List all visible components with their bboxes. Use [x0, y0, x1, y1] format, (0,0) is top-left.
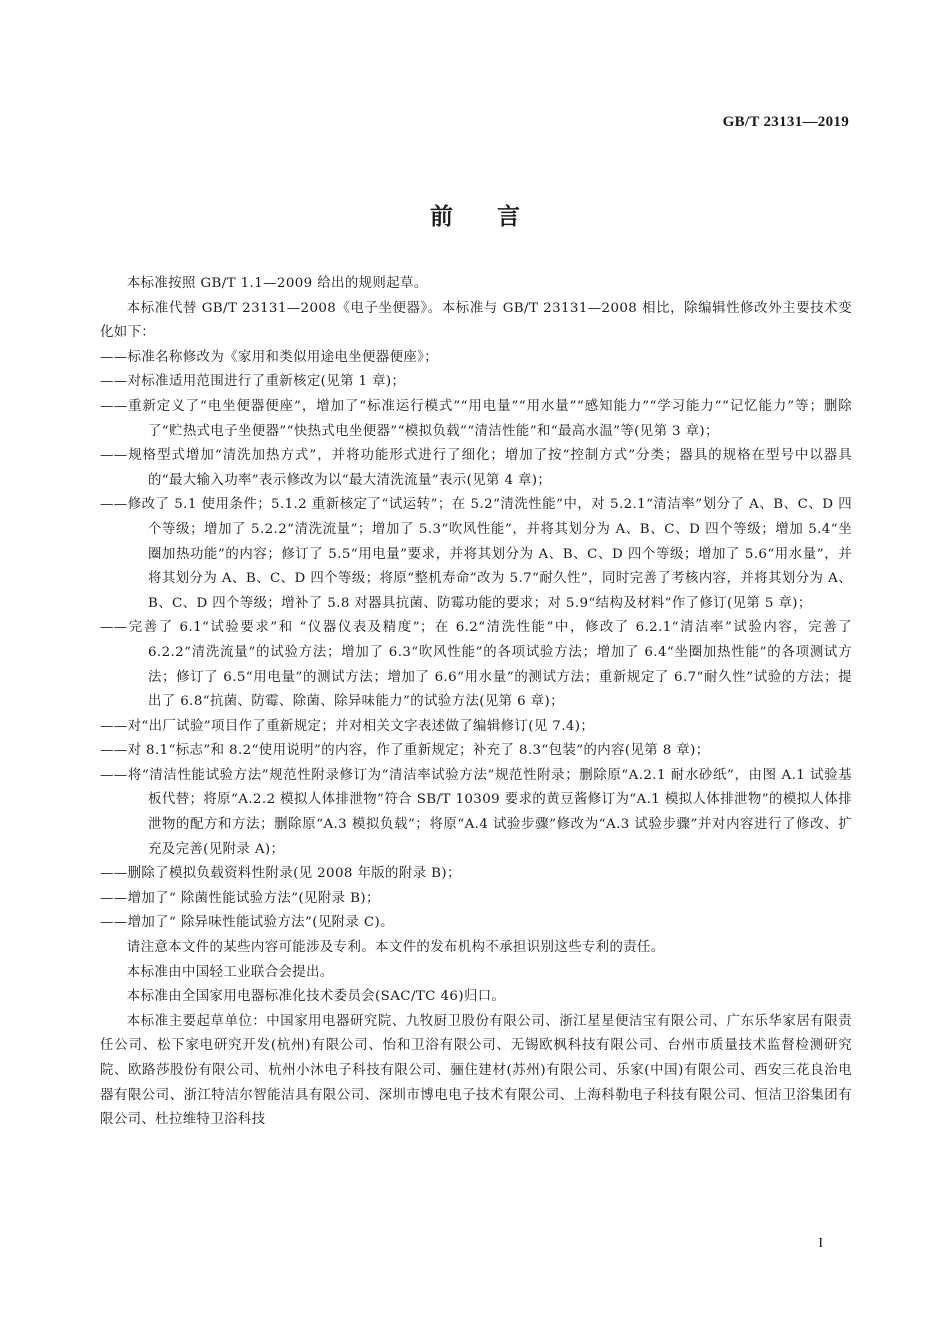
change-item: ——修改了 5.1 使用条件；5.1.2 重新核定了“试运转”；在 5.2“清洗性能”中，对 5.2.1“清洁率”划分了 A、B、C、D 四个等级；增加了 5.2.2“清洗流量”；增加了 5.3“吹风性能”，并将其划分为 A、B、C、D 四个等级；增加 5.4“坐圈加热功能”的内容；修订了 5.5“用电量”要求，并将其划分为 A、B、C、D 四个等级；增加了 5.6“用水量”，并将其划分为 A、B、C、D 四个等级；将原“整机寿命”改为 5.7“耐久性”，同时完善了考核内容，并将其划分为 A、B、C、D 四个等级；增补了 5.8 对器具抗菌、防霉功能的要求；对 5.9“结构及材料”作了修订(见第 5 章)； [100, 497, 852, 611]
change-item: ——完善了 6.1“试验要求”和 “仪器仪表及精度”；在 6.2“清洗性能”中，修改了 6.2.1“清洁率”试验内容，完善了 6.2.2“清洗流量”的试验方法；增加了 6.3“吹风性能”的各项试验方法；增加了 6.4“坐圈加热性能”的各项测试方法；修订了 6.5“用电量”的测试方法；增加了 6.6“用水量”的测试方法；重新规定了 6.7“耐久性”试验的方法；提出了 6.8“抗菌、防霉、除菌、除异味能力”的试验方法(见第 6 章)； [100, 620, 852, 710]
paragraph-committee: 本标准由全国家用电器标准化技术委员会(SAC/TC 46)归口。 [126, 989, 506, 1005]
change-item: ——重新定义了“电坐便器便座”，增加了“标准运行模式”“用电量”“用水量”“感知能力”“学习能力”“记忆能力”等；删除了“贮热式电子坐便器”“快热式电坐便器”“模拟负载”“清洁性能”和“最高水温”等(见第 3 章)； [100, 398, 852, 439]
paragraph-drafting-rules: 本标准按照 GB/T 1.1—2009 给出的规则起草。 [126, 276, 428, 291]
change-item: ——规格型式增加“清洗加热方式”，并将功能形式进行了细化；增加了按“控制方式”分类；器具的规格在型号中以器具的“最大输入功率”表示修改为以“最大清洗流量”表示(见第 4 章)； [100, 448, 852, 488]
paragraph-proposer: 本标准由中国轻工业联合会提出。 [126, 964, 334, 980]
paragraph-patent-notice: 请注意本文件的某些内容可能涉及专利。本文件的发布机构不承担识别这些专利的责任。 [126, 940, 665, 956]
paragraph-replacement: 本标准代替 GB/T 23131—2008《电子坐便器》。本标准与 GB/T 23131—2008 相比，除编辑性修改外主要技术变化如下： [100, 300, 852, 341]
change-item: ——对 8.1“标志”和 8.2“使用说明”的内容，作了重新规定；补充了 8.3“包装”的内容(见第 8 章)； [100, 743, 710, 759]
change-item: ——对标准适用范围进行了重新核定(见第 1 章)； [100, 374, 406, 390]
change-item: ——增加了“ 除异味性能试验方法”(见附录 C)。 [100, 915, 394, 931]
standard-number: GB/T 23131—2019 [722, 114, 849, 130]
page-number: I [818, 1236, 823, 1251]
change-item: ——删除了模拟负载资料性附录(见 2008 年版的附录 B)； [100, 866, 461, 882]
change-item: ——标准名称修改为《家用和类似用途电坐便器便座》； [100, 349, 439, 365]
foreword-body [100, 272, 852, 1133]
change-item: ——对“出厂试验”项目作了重新规定；并对相关文字表述做了编辑修订(见 7.4)； [100, 718, 595, 734]
change-item: ——增加了“ 除菌性能试验方法”(见附录 B)； [100, 890, 380, 906]
change-item: ——将“清洁性能试验方法”规范性附录修订为“清洁率试验方法”规范性附录；删除原“A.2.1 耐水砂纸”，由图 A.1 试验基板代替；将原“A.2.2 模拟人体排泄物”符合 SB/T 10309 要求的黄豆酱修订为“A.1 模拟人体排泄物”的模拟人体排泄物的配方和方法；删除原“A.3 模拟负载”；将原“A.4 试验步骤”修改为“A.3 试验步骤”并对内容进行了修改、扩充及完善(见附录 A)； [100, 767, 852, 857]
page-title: 前言 [430, 204, 564, 230]
paragraph-drafting-units: 本标准主要起草单位：中国家用电器研究院、九牧厨卫股份有限公司、浙江星星便洁宝有限公司、广东乐华家居有限责任公司、松下家电研究开发(杭州)有限公司、怡和卫浴有限公司、无锡欧枫科技有限公司、台州市质量技术监督检测研究院、欧路莎股份有限公司、杭州小沐电子科技有限公司、骊住建材(苏州)有限公司、乐家(中国)有限公司、西安三花良治电器有限公司、浙江特洁尔智能洁具有限公司、深圳市博电电子技术有限公司、上海科勒电子科技有限公司、恒洁卫浴集团有限公司、杜拉维特卫浴科技 [100, 1013, 852, 1128]
